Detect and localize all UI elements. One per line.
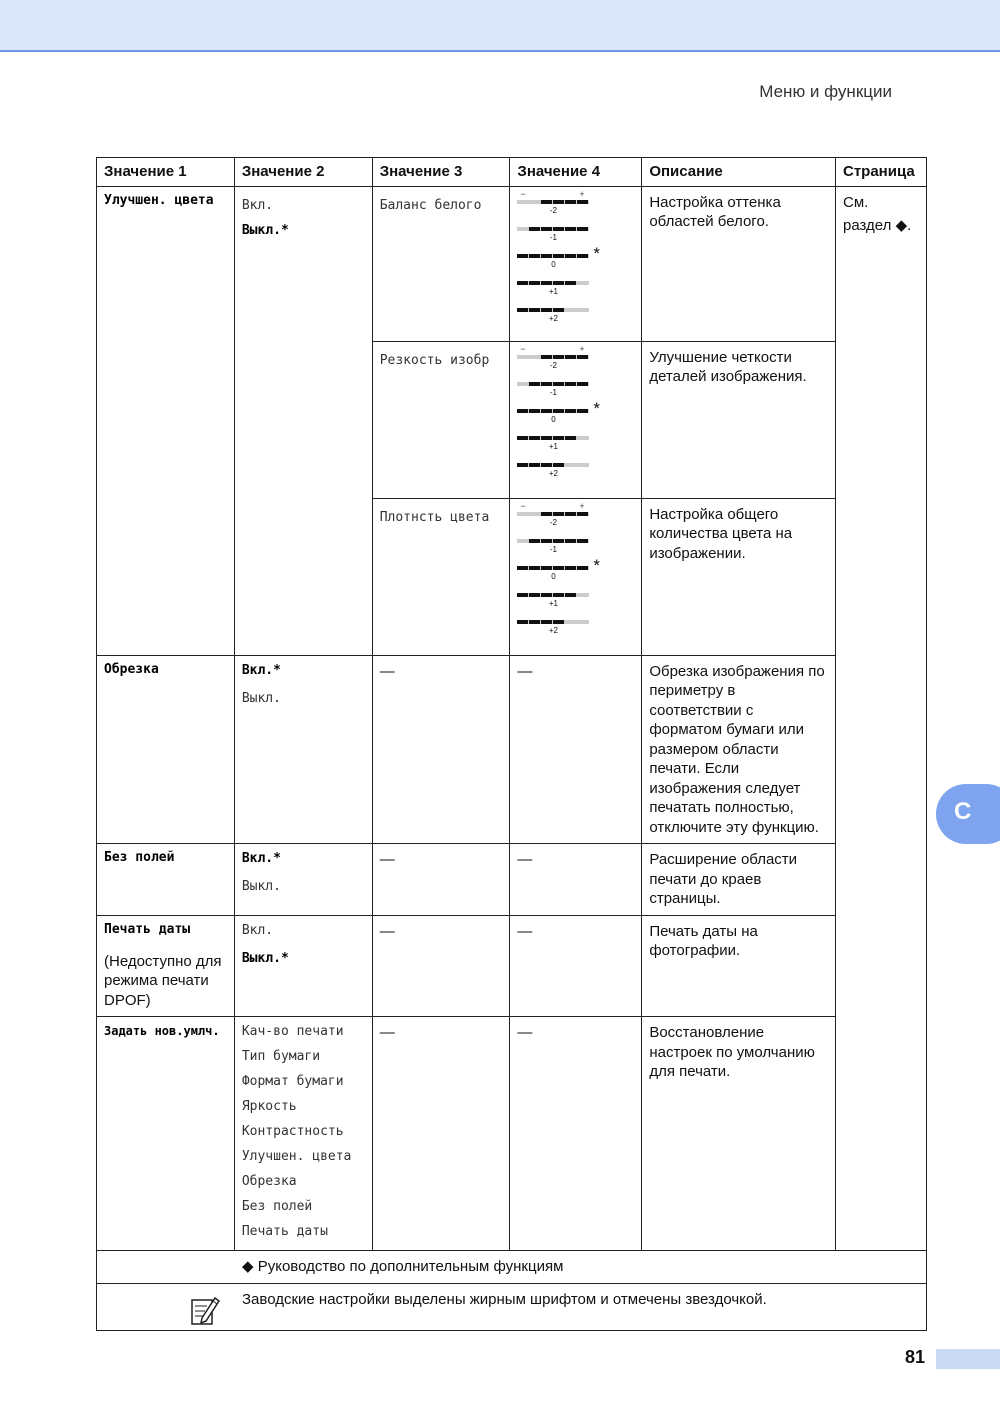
cell-value-3: Резкость изобр [372, 341, 510, 498]
cell-description: Настройка оттенка областей белого. [642, 186, 836, 341]
minus-sign: − [520, 343, 526, 354]
header-value-2: Значение 2 [234, 158, 372, 187]
table-row [97, 655, 927, 844]
settings-table [96, 157, 927, 1331]
slider-level-label: -2 [549, 360, 557, 370]
slider-level-label: 0 [551, 571, 556, 581]
cell-value-2: Кач-во печати Тип бумаги Формат бумаги Яркость Контрастность Улучшен. цвета Обрезка Без полей Печать даты [234, 1017, 372, 1251]
level-slider-icon [517, 301, 617, 328]
header-page: Страница [835, 158, 926, 187]
footer-reference-row [97, 1251, 927, 1284]
slider-level-label: +1 [548, 286, 558, 296]
cell-value-2: Вкл. Выкл.* [234, 915, 372, 1017]
minus-sign: − [520, 500, 526, 511]
level-slider-icon [517, 375, 617, 402]
level-slider-icon [517, 613, 617, 640]
level-slider-icon [517, 343, 617, 375]
cell-value-4: — [510, 915, 642, 1017]
slider-level-label: -1 [549, 387, 557, 397]
header-value-1: Значение 1 [97, 158, 235, 187]
cell-value-3: Баланс белого [372, 186, 510, 341]
slider-level-label: 0 [551, 259, 556, 269]
level-slider-icon [517, 500, 617, 532]
level-slider-icon [517, 274, 617, 301]
footer-reference: ◆ Руководство по дополнительным функциям [97, 1251, 927, 1284]
page-number-bar [936, 1349, 1000, 1369]
cell-slider [510, 498, 642, 655]
top-band [0, 0, 1000, 52]
cell-slider [510, 341, 642, 498]
table-row [97, 844, 927, 916]
minus-sign: − [520, 188, 526, 199]
slider-level-label: +2 [548, 313, 558, 323]
cell-value-4: — [510, 655, 642, 844]
plus-sign: + [579, 500, 585, 511]
level-slider-icon [517, 429, 617, 456]
slider-level-label: +1 [548, 598, 558, 608]
cell-value-3: — [372, 844, 510, 916]
header-description: Описание [642, 158, 836, 187]
page-number: 81 [905, 1347, 926, 1367]
cell-value-2: Вкл.* Выкл. [234, 655, 372, 844]
cell-value-3: — [372, 1017, 510, 1251]
cell-value-3: — [372, 655, 510, 844]
slider-level-label: -2 [549, 205, 557, 215]
table-row [97, 915, 927, 1017]
slider-level-label: 0 [551, 414, 556, 424]
slider-level-label: -1 [549, 544, 557, 554]
cell-value-2: Вкл.* Выкл. [234, 844, 372, 916]
page-header-title: Меню и функции [759, 82, 892, 101]
cell-value-1: Без полей [97, 844, 235, 916]
level-slider-icon [517, 243, 617, 274]
cell-slider [510, 186, 642, 341]
level-slider-icon [517, 456, 617, 483]
cell-value-1: Улучшен. цвета [97, 186, 235, 655]
cell-description: Улучшение четкости деталей изображения. [642, 341, 836, 498]
slider-level-label: +2 [548, 468, 558, 478]
cell-value-1: Обрезка [97, 655, 235, 844]
slider-level-label: +1 [548, 441, 558, 451]
cell-description: Восстановление настроек по умолчанию для печати. [642, 1017, 836, 1251]
footer-note-cell [97, 1283, 927, 1330]
cell-description: Печать даты на фотографии. [642, 915, 836, 1017]
chapter-tab: C [936, 784, 1000, 844]
slider-level-label: -1 [549, 232, 557, 242]
header-value-4: Значение 4 [510, 158, 642, 187]
level-slider-icon [517, 532, 617, 559]
cell-description: Расширение области печати до краев страницы. [642, 844, 836, 916]
footer-note: Заводские настройки выделены жирным шрифтом и отмечены звездочкой. [242, 1290, 767, 1308]
table-header-row [97, 158, 927, 187]
level-slider-icon [517, 586, 617, 613]
level-slider-icon [517, 220, 617, 247]
cell-value-4: — [510, 1017, 642, 1251]
header-value-3: Значение 3 [372, 158, 510, 187]
footer-note-row [97, 1283, 927, 1330]
cell-description: Настройка общего количества цвета на изображении. [642, 498, 836, 655]
level-slider-icon [517, 188, 617, 220]
level-slider-icon [517, 555, 617, 586]
slider-level-label: -2 [549, 517, 557, 527]
table-row [97, 186, 927, 341]
cell-description: Обрезка изображения по периметру в соответствии с форматом бумаги или размером области печати. Если изображения следует печатать полностью, отключите эту функцию. [642, 655, 836, 844]
note-pencil-icon [190, 1294, 220, 1326]
cell-value-1: Печать даты (Недоступно для режима печати DPOF) [97, 915, 235, 1017]
plus-sign: + [579, 188, 585, 199]
level-slider-icon [517, 398, 617, 429]
cell-value-4: — [510, 844, 642, 916]
slider-level-label: +2 [548, 625, 558, 635]
default-star: * [593, 243, 601, 263]
cell-page: См. раздел ◆. [835, 186, 926, 1251]
cell-value-2: Вкл. Выкл.* [234, 186, 372, 655]
default-star: * [593, 398, 601, 418]
default-star: * [593, 555, 601, 575]
cell-value-1: Задать нов.умлч. [97, 1017, 235, 1251]
cell-value-3: Плотнсть цвета [372, 498, 510, 655]
plus-sign: + [579, 343, 585, 354]
table-row [97, 1017, 927, 1251]
cell-value-3: — [372, 915, 510, 1017]
